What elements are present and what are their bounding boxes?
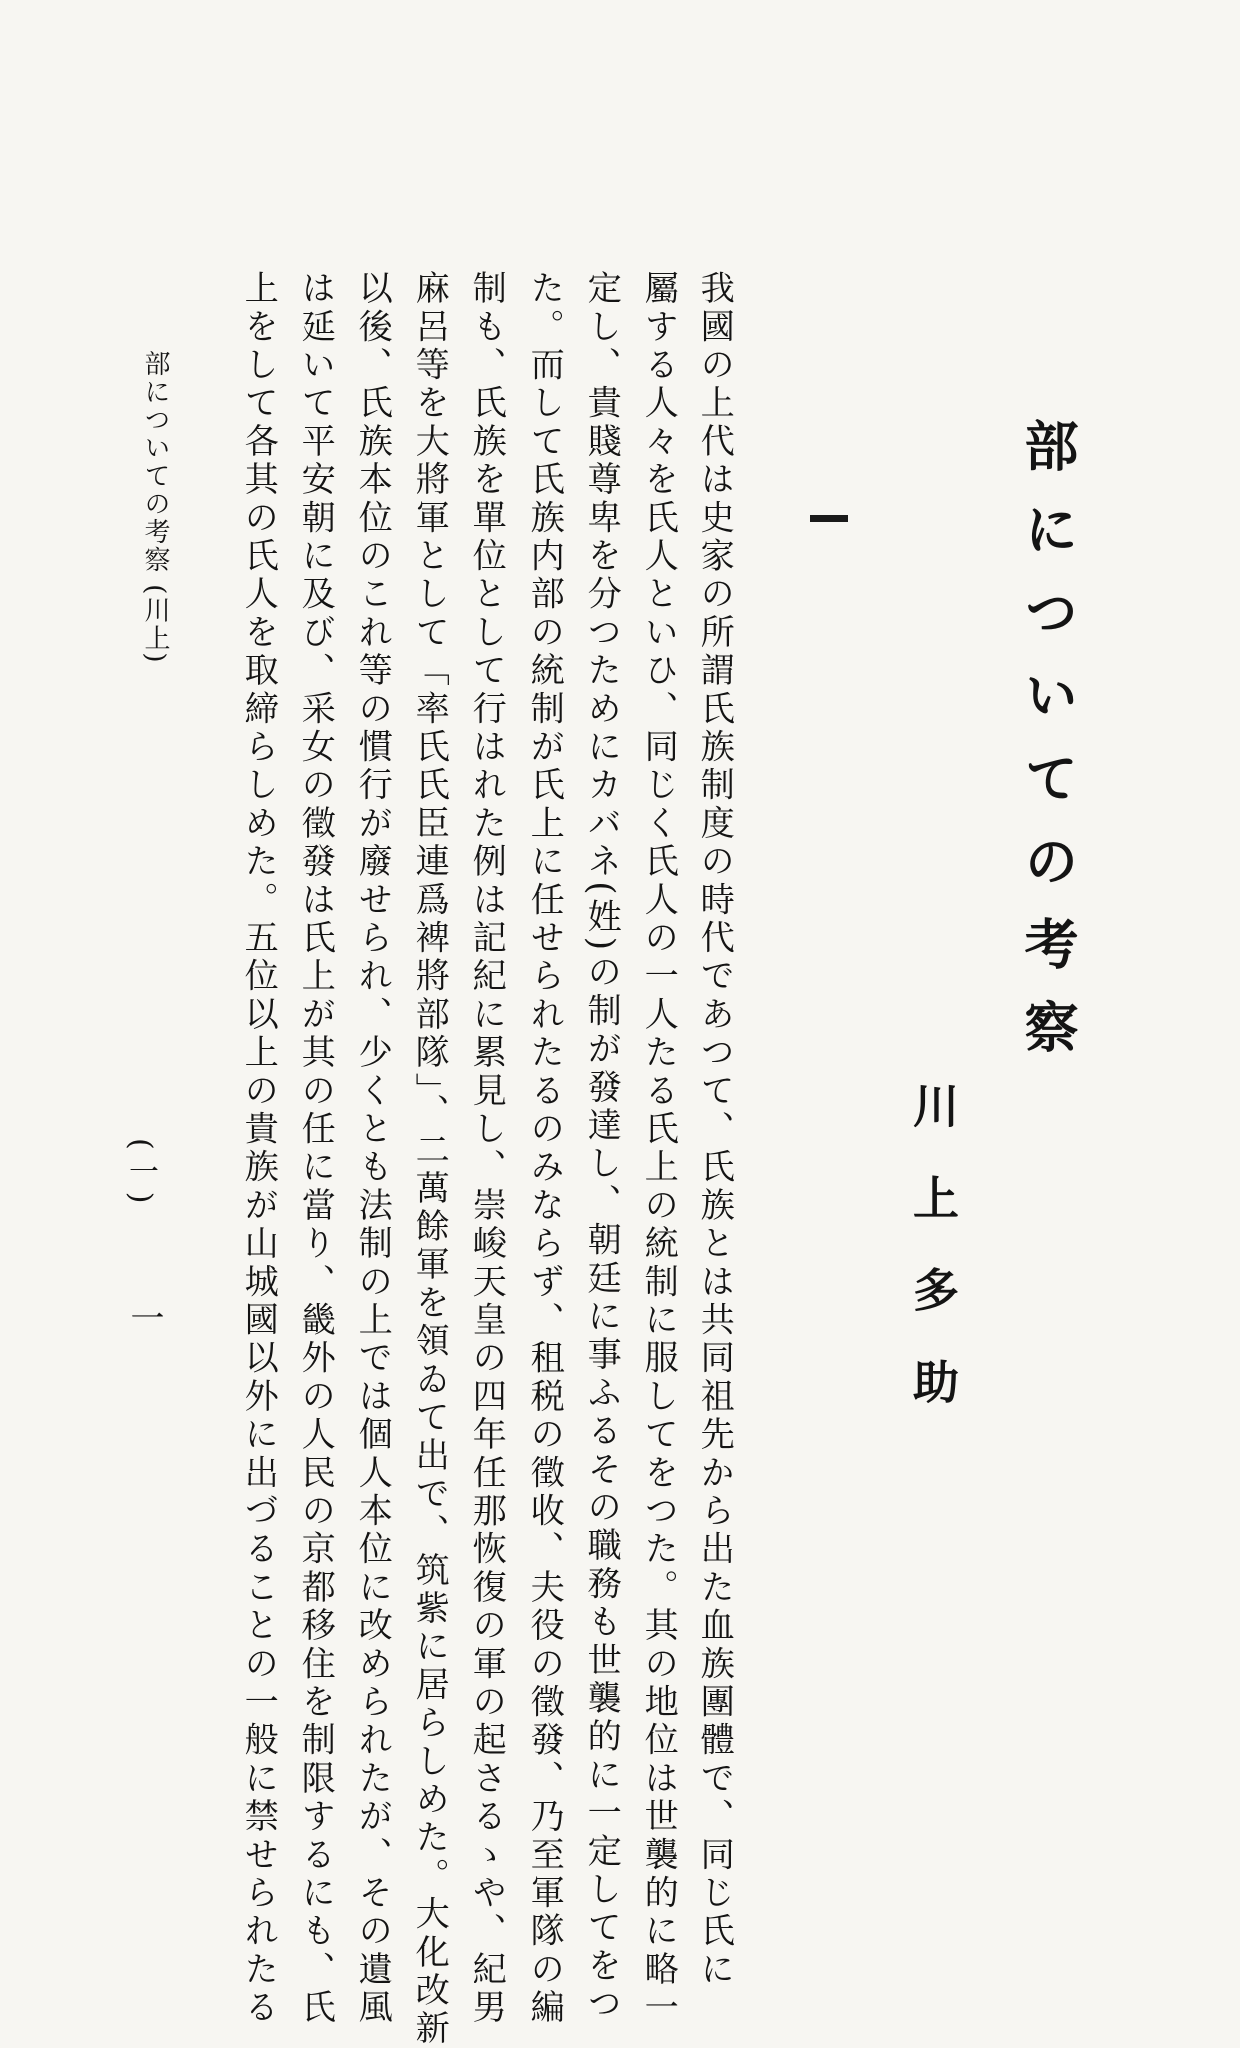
body-column-6: 麻呂等を大將軍として「率氏氏臣連爲裨將部隊」、二萬餘軍を領ゐて出で、筑紫に居らしめた。大化改新	[409, 270, 450, 2048]
body-column-8: は延いて平安朝に及び、采女の徵發は氏上が其の任に當り、畿外の人民の京都移住を制限するにも、氏	[295, 270, 336, 2028]
page-number-paren: (一)	[123, 1138, 158, 1210]
body-column-2: 屬する人々を氏人といひ、同じく氏人の一人たる氏上の統制に服してをつた。其の地位は世襲的に略一	[638, 270, 679, 2028]
body-column-4: た。而して氏族内部の統制が氏上に任せられたるのみならず、租税の徵收、夫役の徵發、乃至軍隊の編	[524, 270, 565, 2028]
body-column-5: 制も、氏族を單位として行はれた例は記紀に累見し、崇峻天皇の四年任那恢復の軍の起さるゝや、紀男	[466, 270, 507, 2028]
body-column-9: 上をして各其の氏人を取締らしめた。五位以上の貴族が山城國以外に出づることの一般に禁せられたる	[238, 270, 279, 2028]
section-number-mark	[810, 515, 848, 522]
author-name: 川上多助	[906, 1082, 960, 1450]
article-title: 部についての考察	[1016, 418, 1080, 1082]
body-column-7: 以後、氏族本位のこれ等の慣行が廢せられ、少くとも法制の上では個人本位に改められたが、その遺風	[352, 270, 393, 2028]
page-number: 一	[124, 1300, 164, 1334]
running-title: 部についての考察 (川上)	[140, 350, 170, 665]
body-column-1: 我國の上代は史家の所謂氏族制度の時代であつて、氏族とは共同祖先から出た血族團體で、同じ氏に	[694, 270, 735, 1989]
body-column-3: 定し、貴賤尊卑を分つためにカバネ(姓)の制が發達し、朝廷に事ふるその職務も世襲的に一定してをつ	[581, 270, 622, 2024]
